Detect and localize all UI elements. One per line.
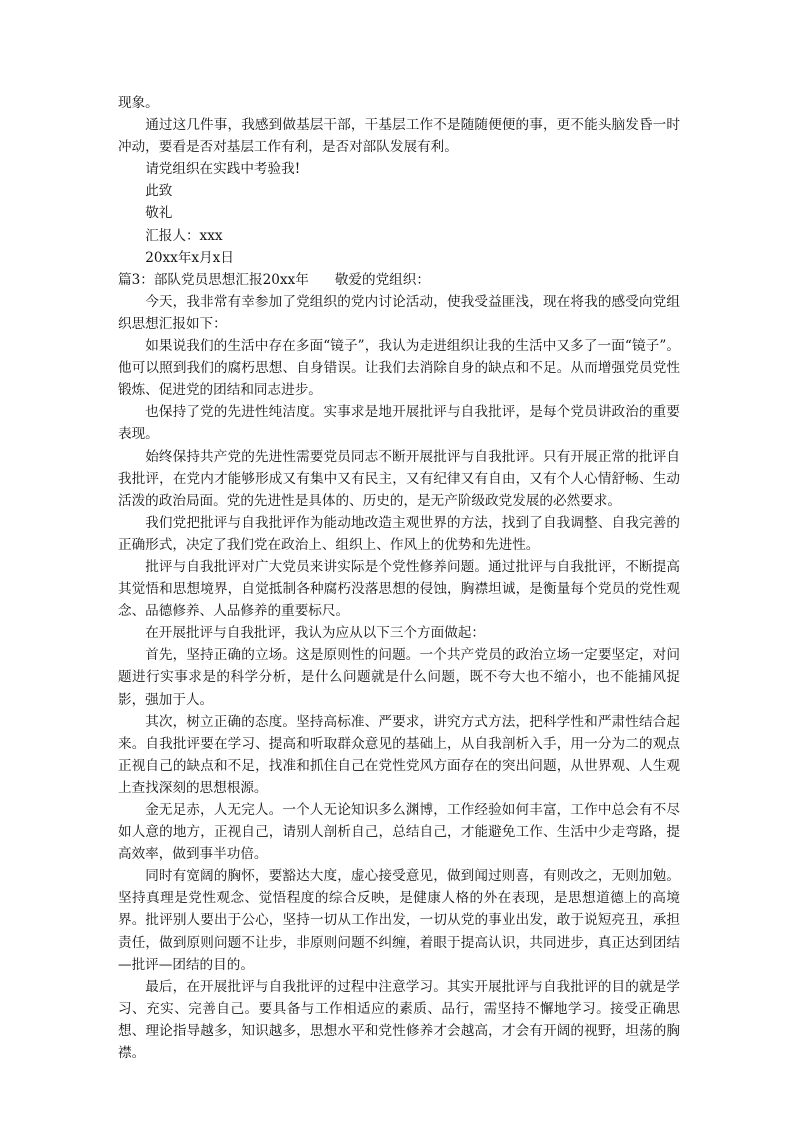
- paragraph: 今天，我非常有幸参加了党组织的党内讨论活动，使我受益匪浅，现在将我的感受向党组织思想汇报如下：: [118, 293, 680, 332]
- paragraph-reflection: 通过这几件事，我感到做基层干部，干基层工作不是随随便便的事，更不能头脑发昏一时冲动，要看是否对基层工作有利，是否对部队发展有利。: [118, 117, 680, 156]
- date-line: 20xx年x月x日: [145, 249, 234, 266]
- paragraph: 批评与自我批评对广大党员来讲实际是个党性修养问题。通过批评与自我批评，不断提高其觉悟和思想境界，自觉抵制各种腐朽没落思想的侵蚀，胸襟坦诚，是衡量每个党员的党性观念、品德修养、人品修养的重要标尺。: [118, 558, 680, 620]
- paragraph: 最后，在开展批评与自我批评的过程中注意学习。其实开展批评与自我批评的目的就是学习、充实、完善自己。要具备与工作相适应的素质、品行，需坚持不懈地学习。接受正确思想、理论指导越多，知识越多，思想水平和党性修养才会越高，才会有开阔的视野，坦荡的胸襟。: [118, 978, 680, 1062]
- paragraph: 如果说我们的生活中存在多面“镜子”，我认为走进组织让我的生活中又多了一面“镜子”。他可以照到我们的腐朽思想、自身错误。让我们去消除自身的缺点和不足。从而增强党员党性锻炼、促进党的团结和同志进步。: [118, 338, 680, 399]
- paragraph: 其次，树立正确的态度。坚持高标准、严要求，讲究方式方法，把科学性和严肃性结合起来。自我批评要在学习、提高和听取群众意见的基础上，从自我剖析入手，用一分为二的观点正视自己的缺点和不足，找准和抓住自己在党性党风方面存在的突出问题，从世界观、人生观上查找深刻的思想根源。: [118, 713, 680, 796]
- closing-line-2: 敬礼: [145, 205, 173, 222]
- paragraph: 同时有宽阔的胸怀，要豁达大度，虚心接受意见，做到闻过则喜，有则改之，无则加勉。坚持真理是党性观念、觉悟程度的综合反映，是健康人格的外在表现，是思想道德上的高境界。批评别人要出于公心，坚持一切从工作出发，一切从党的事业出发，敢于说短亮丑，承担责任，做到原则问题不让步，非原则问题不纠缠，着眼于提高认识，共同进步，真正达到团结—批评—团结的目的。: [118, 868, 680, 973]
- paragraph: 也保持了党的先进性纯洁度。实事求是地开展批评与自我批评，是每个党员讲政治的重要表现。: [118, 404, 680, 443]
- paragraph: 金无足赤，人无完人。一个人无论知识多么渊博，工作经验如何丰富，工作中总会有不尽如人意的地方，正视自己，请别人剖析自己，总结自己，才能避免工作、生活中少走弯路，提高效率，做到事半功倍。: [118, 802, 680, 863]
- paragraph: 首先，坚持正确的立场。这是原则性的问题。一个共产党员的政治立场一定要坚定，对问题进行实事求是的科学分析，是什么问题就是什么问题，既不夸大也不缩小，也不能捕风捉影，强加于人。: [118, 647, 680, 708]
- section-heading: [118, 269, 680, 291]
- paragraph: 在开展批评与自我批评，我认为应从以下三个方面做起：: [145, 625, 486, 642]
- closing-line-1: 此致: [145, 183, 173, 200]
- paragraph: 始终保持共产党的先进性需要党员同志不断开展批评与自我批评。只有开展正常的批评自我批评，在党内才能够形成又有集中又有民主，又有纪律又有自由，又有个人心情舒畅、生动活泼的政治局面。党的先进性是具体的、历史的，是无产阶级政党发展的必然要求。: [118, 448, 680, 509]
- reporter-line: 汇报人：xxx: [145, 227, 223, 244]
- document-page: [118, 92, 680, 1064]
- paragraph: 我们党把批评与自我批评作为能动地改造主观世界的方法，找到了自我调整、自我完善的正确形式，决定了我们党在政治上、组织上、作风上的优势和先进性。: [118, 514, 680, 553]
- section-title: 篇3：部队党员思想汇报20xx年: [118, 271, 309, 288]
- salutation: 敬爱的党组织：: [334, 271, 430, 288]
- paragraph-continuation: 现象。: [118, 95, 159, 111]
- paragraph-request: 请党组织在实践中考验我!: [145, 161, 301, 178]
